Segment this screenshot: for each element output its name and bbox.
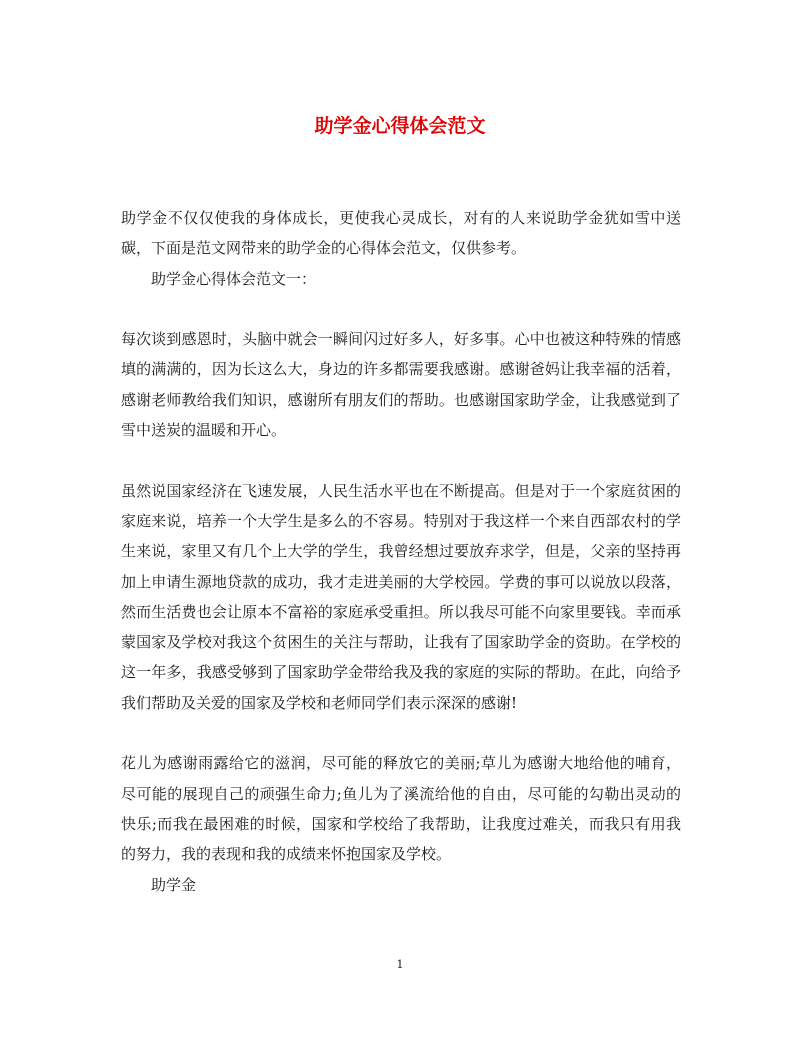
paragraph-section-heading: 助学金心得体会范文一： [151, 269, 317, 288]
paragraph-gratitude: 每次谈到感恩时，头脑中就会一瞬间闪过好多人，好多事。心中也被这种特殊的情感填的满满的，因为长这么大，身边的许多都需要我感谢。感谢爸妈让我幸福的活着，感谢老师教给我们知识，感谢所有朋友们的帮助。也感谢国家助学金，让我感觉到了雪中送炭的温暖和开心。 [121, 330, 681, 440]
paragraph-trailing: 助学金 [151, 875, 197, 894]
document-body [121, 203, 681, 900]
page-number: 1 [396, 958, 404, 971]
paragraph-metaphor: 花儿为感谢雨露给它的滋润，尽可能的释放它的美丽;草儿为感谢大地给他的哺育，尽可能的展现自己的顽强生命力;鱼儿为了溪流给他的自由，尽可能的勾勒出灵动的快乐;而我在最困难的时候，国家和学校给了我帮助，让我度过难关，而我只有用我的努力，我的表现和我的成绩来怀抱国家及学校。 [121, 754, 681, 864]
document-title: 助学金心得体会范文 [314, 115, 486, 137]
paragraph-intro: 助学金不仅仅使我的身体成长，更使我心灵成长，对有的人来说助学金犹如雪中送碳，下面是范文网带来的助学金的心得体会范文，仅供参考。 [121, 209, 681, 258]
paragraph-family-situation: 虽然说国家经济在飞速发展，人民生活水平也在不断提高。但是对于一个家庭贫困的家庭来说，培养一个大学生是多么的不容易。特别对于我这样一个来自西部农村的学生来说，家里又有几个上大学的学生，我曾经想过要放弃求学，但是，父亲的坚持再加上申请生源地贷款的成功，我才走进美丽的大学校园。学费的事可以说放以段落，然而生活费也会让原本不富裕的家庭承受重担。所以我尽可能不向家里要钱。幸而承蒙国家及学校对我这个贫困生的关注与帮助，让我有了国家助学金的资助。在学校的这一年多，我感受够到了国家助学金带给我及我的家庭的实际的帮助。在此，向给予我们帮助及关爱的国家及学校和老师同学们表示深深的感谢! [121, 481, 681, 712]
